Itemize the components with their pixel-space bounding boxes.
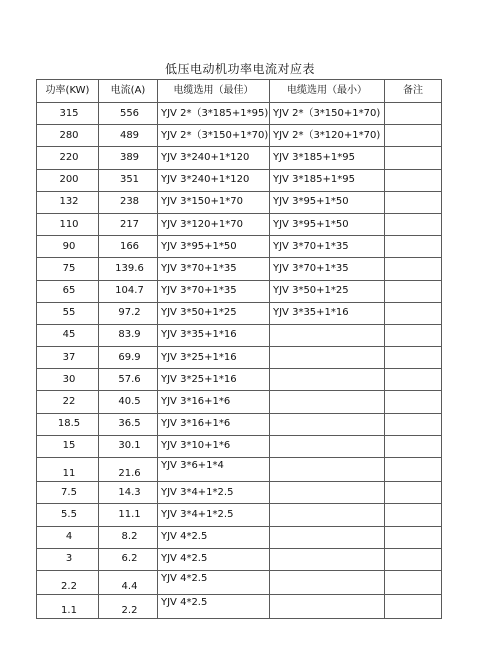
- cable-best-cell: YJV 4*2.5: [158, 570, 270, 594]
- table-row: [37, 213, 442, 235]
- current-cell: 351: [99, 169, 158, 191]
- cable-min-cell: YJV 3*185+1*95: [270, 169, 385, 191]
- current-cell: 556: [99, 103, 158, 125]
- current-cell: 2.2: [99, 595, 158, 619]
- note-cell: [385, 482, 442, 504]
- note-cell: [385, 147, 442, 169]
- note-cell: [385, 302, 442, 324]
- table-row: [37, 324, 442, 346]
- note-cell: [385, 236, 442, 258]
- current-cell: 69.9: [99, 347, 158, 369]
- current-cell: 489: [99, 125, 158, 147]
- cable-best-cell: YJV 3*240+1*120: [158, 147, 270, 169]
- cable-best-cell: YJV 3*50+1*25: [158, 302, 270, 324]
- current-cell: 166: [99, 236, 158, 258]
- table-row: [37, 280, 442, 302]
- power-cell: 4: [37, 526, 99, 548]
- power-cell: 220: [37, 147, 99, 169]
- power-cell: 30: [37, 369, 99, 391]
- cable-min-cell: YJV 3*95+1*50: [270, 191, 385, 213]
- cable-min-cell: YJV 2*（3*120+1*70): [270, 125, 385, 147]
- note-cell: [385, 103, 442, 125]
- table-row: [37, 369, 442, 391]
- power-cell: 22: [37, 391, 99, 413]
- table-row: [37, 191, 442, 213]
- cable-min-cell: YJV 3*95+1*50: [270, 213, 385, 235]
- current-cell: 14.3: [99, 482, 158, 504]
- power-cell: 2.2: [37, 570, 99, 594]
- table-row: [37, 125, 442, 147]
- table-row: [37, 458, 442, 482]
- power-cell: 45: [37, 324, 99, 346]
- current-cell: 217: [99, 213, 158, 235]
- cable-best-cell: YJV 3*6+1*4: [158, 458, 270, 482]
- note-cell: [385, 413, 442, 435]
- power-cell: 90: [37, 236, 99, 258]
- power-cell: 280: [37, 125, 99, 147]
- cable-best-cell: YJV 3*25+1*16: [158, 369, 270, 391]
- cable-min-cell: YJV 3*50+1*25: [270, 280, 385, 302]
- table-row: [37, 482, 442, 504]
- current-cell: 238: [99, 191, 158, 213]
- cable-best-cell: YJV 3*150+1*70: [158, 191, 270, 213]
- power-cell: 315: [37, 103, 99, 125]
- power-cell: 5.5: [37, 504, 99, 526]
- table-row: [37, 302, 442, 324]
- cable-min-cell: [270, 482, 385, 504]
- note-cell: [385, 548, 442, 570]
- header-row: [37, 80, 442, 103]
- header-power: 功率(KW): [37, 80, 99, 103]
- header-cable-min: 电缆选用（最小）: [270, 80, 385, 103]
- power-cell: 55: [37, 302, 99, 324]
- power-cell: 15: [37, 435, 99, 457]
- cable-min-cell: [270, 347, 385, 369]
- cable-best-cell: YJV 3*70+1*35: [158, 280, 270, 302]
- cable-best-cell: YJV 3*25+1*16: [158, 347, 270, 369]
- note-cell: [385, 258, 442, 280]
- note-cell: [385, 458, 442, 482]
- table-row: [37, 347, 442, 369]
- current-cell: 30.1: [99, 435, 158, 457]
- table-row: [37, 147, 442, 169]
- cable-best-cell: YJV 4*2.5: [158, 526, 270, 548]
- table-row: [37, 391, 442, 413]
- note-cell: [385, 324, 442, 346]
- current-cell: 104.7: [99, 280, 158, 302]
- cable-min-cell: [270, 548, 385, 570]
- power-cell: 37: [37, 347, 99, 369]
- power-cell: 3: [37, 548, 99, 570]
- current-cell: 97.2: [99, 302, 158, 324]
- table-row: [37, 103, 442, 125]
- current-cell: 6.2: [99, 548, 158, 570]
- table-row: [37, 570, 442, 594]
- note-cell: [385, 347, 442, 369]
- table-row: [37, 435, 442, 457]
- current-cell: 21.6: [99, 458, 158, 482]
- table-row: [37, 258, 442, 280]
- cable-best-cell: YJV 3*95+1*50: [158, 236, 270, 258]
- note-cell: [385, 280, 442, 302]
- power-cell: 7.5: [37, 482, 99, 504]
- cable-best-cell: YJV 3*4+1*2.5: [158, 482, 270, 504]
- note-cell: [385, 125, 442, 147]
- note-cell: [385, 191, 442, 213]
- cable-min-cell: YJV 3*70+1*35: [270, 258, 385, 280]
- note-cell: [385, 526, 442, 548]
- cable-min-cell: YJV 2*（3*150+1*70): [270, 103, 385, 125]
- cable-best-cell: YJV 3*120+1*70: [158, 213, 270, 235]
- cable-min-cell: [270, 369, 385, 391]
- cable-best-cell: YJV 2*（3*185+1*95): [158, 103, 270, 125]
- cable-best-cell: YJV 3*4+1*2.5: [158, 504, 270, 526]
- cable-best-cell: YJV 3*16+1*6: [158, 391, 270, 413]
- table-row: [37, 413, 442, 435]
- cable-min-cell: [270, 504, 385, 526]
- current-cell: 389: [99, 147, 158, 169]
- cable-min-cell: [270, 458, 385, 482]
- cable-min-cell: [270, 324, 385, 346]
- cable-min-cell: YJV 3*70+1*35: [270, 236, 385, 258]
- table-row: [37, 236, 442, 258]
- current-cell: 40.5: [99, 391, 158, 413]
- note-cell: [385, 391, 442, 413]
- table-row: [37, 595, 442, 619]
- cable-best-cell: YJV 3*16+1*6: [158, 413, 270, 435]
- note-cell: [385, 504, 442, 526]
- motor-cable-table: [36, 79, 442, 619]
- cable-min-cell: [270, 435, 385, 457]
- current-cell: 11.1: [99, 504, 158, 526]
- cable-min-cell: [270, 526, 385, 548]
- note-cell: [385, 570, 442, 594]
- cable-best-cell: YJV 3*240+1*120: [158, 169, 270, 191]
- current-cell: 8.2: [99, 526, 158, 548]
- table-body: [37, 103, 442, 619]
- note-cell: [385, 169, 442, 191]
- current-cell: 83.9: [99, 324, 158, 346]
- cable-best-cell: YJV 4*2.5: [158, 595, 270, 619]
- cable-min-cell: [270, 413, 385, 435]
- cable-min-cell: [270, 570, 385, 594]
- cable-min-cell: [270, 391, 385, 413]
- power-cell: 75: [37, 258, 99, 280]
- note-cell: [385, 435, 442, 457]
- header-cable-best: 电缆选用（最佳）: [158, 80, 270, 103]
- table-title: 低压电动机功率电流对应表: [164, 62, 315, 76]
- table-row: [37, 169, 442, 191]
- cable-best-cell: YJV 3*35+1*16: [158, 324, 270, 346]
- current-cell: 57.6: [99, 369, 158, 391]
- header-current: 电流(A): [99, 80, 158, 103]
- cable-min-cell: YJV 3*185+1*95: [270, 147, 385, 169]
- current-cell: 4.4: [99, 570, 158, 594]
- note-cell: [385, 369, 442, 391]
- table-row: [37, 504, 442, 526]
- power-cell: 1.1: [37, 595, 99, 619]
- cable-best-cell: YJV 2*（3*150+1*70): [158, 125, 270, 147]
- current-cell: 139.6: [99, 258, 158, 280]
- header-note: 备注: [385, 80, 442, 103]
- table-row: [37, 526, 442, 548]
- current-cell: 36.5: [99, 413, 158, 435]
- cable-best-cell: YJV 4*2.5: [158, 548, 270, 570]
- power-cell: 200: [37, 169, 99, 191]
- note-cell: [385, 595, 442, 619]
- cable-best-cell: YJV 3*70+1*35: [158, 258, 270, 280]
- power-cell: 110: [37, 213, 99, 235]
- cable-min-cell: [270, 595, 385, 619]
- power-cell: 11: [37, 458, 99, 482]
- power-cell: 18.5: [37, 413, 99, 435]
- note-cell: [385, 213, 442, 235]
- table-row: [37, 548, 442, 570]
- cable-best-cell: YJV 3*10+1*6: [158, 435, 270, 457]
- power-cell: 65: [37, 280, 99, 302]
- power-cell: 132: [37, 191, 99, 213]
- cable-min-cell: YJV 3*35+1*16: [270, 302, 385, 324]
